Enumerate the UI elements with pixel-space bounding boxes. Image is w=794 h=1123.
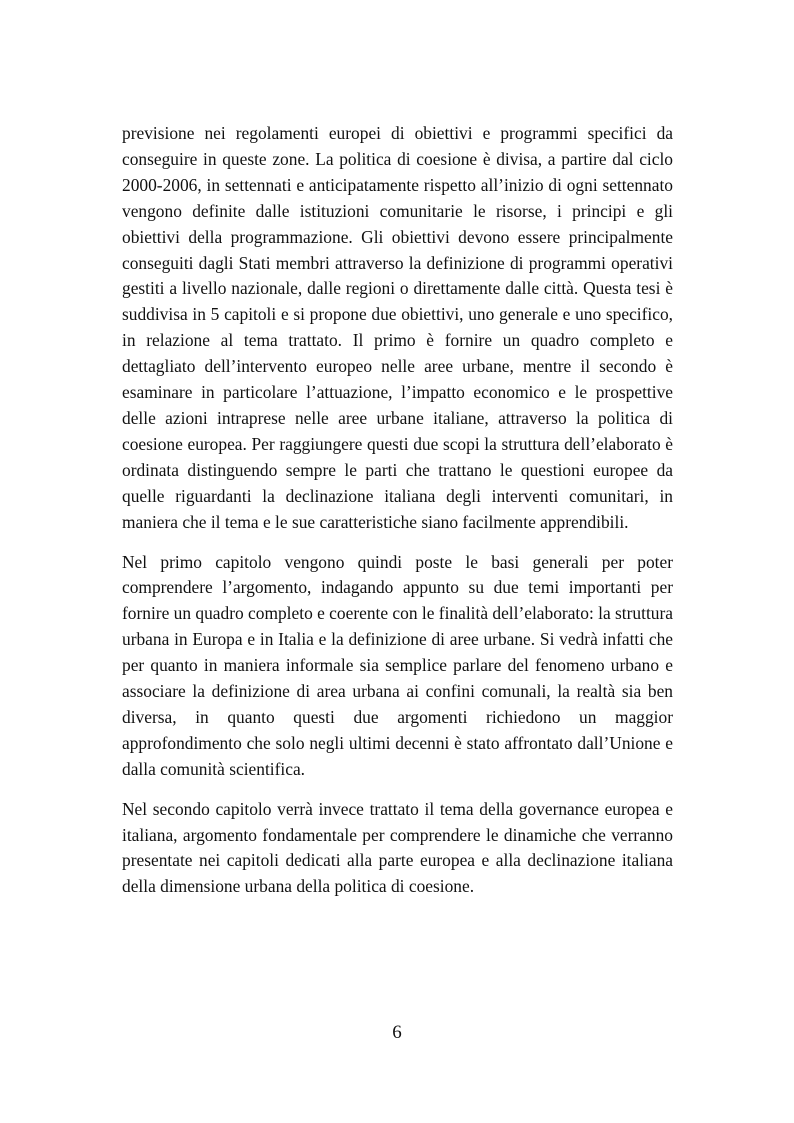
paragraph-3: Nel secondo capitolo verrà invece trattato il tema della governance europea e italiana, argomento fondamentale per comprendere le dinamiche che verranno presentate nei capitoli dedicati alla parte europea e alla declinazione italiana della dimensione urbana della politica di coesione. — [122, 798, 673, 897]
body-text — [122, 121, 673, 914]
paragraph-1: previsione nei regolamenti europei di obiettivi e programmi specifici da conseguire in queste zone. La politica di coesione è divisa, a partire dal ciclo 2000-2006, in settennati e anticipatamente rispetto all’inizio di ogni settennato vengono definite dalle istituzioni comunitarie le risorse, i principi e gli obiettivi della programmazione. Gli obiettivi devono essere principalmente conseguiti dagli Stati membri attraverso la definizione di programmi operativi gestiti a livello nazionale, dalle regioni o direttamente dalle città. Questa tesi è suddivisa in 5 capitoli e si propone due obiettivi, uno generale e uno specifico, in relazione al tema trattato. Il primo è fornire un quadro completo e dettagliato dell’intervento europeo nelle aree urbane, mentre il secondo è esaminare in particolare l’attuazione, l’impatto economico e le prospettive delle azioni intraprese nelle aree urbane italiane, attraverso la politica di coesione europea. Per raggiungere questi due scopi la struttura dell’elaborato è ordinata distinguendo sempre le parti che trattano le questioni europee da quelle riguardanti la declinazione italiana degli interventi comunitari, in maniera che il tema e le sue caratteristiche siano facilmente apprendibili. — [122, 123, 673, 532]
page-number: 6 — [392, 1022, 402, 1043]
paragraph-2: Nel primo capitolo vengono quindi poste le basi generali per poter comprendere l’argomento, indagando appunto su due temi importanti per fornire un quadro completo e coerente con le finalità dell’elaborato: la struttura urbana in Europa e in Italia e la definizione di aree urbane. Si vedrà infatti che per quanto in maniera informale sia semplice parlare del fenomeno urbano e associare la definizione di area urbana ai confini comunali, la realtà sia ben diversa, in quanto questi due argomenti richiedono un maggior approfondimento che solo negli ultimi decenni è stato affrontato dall’Unione e dalla comunità scientifica. — [122, 551, 673, 779]
